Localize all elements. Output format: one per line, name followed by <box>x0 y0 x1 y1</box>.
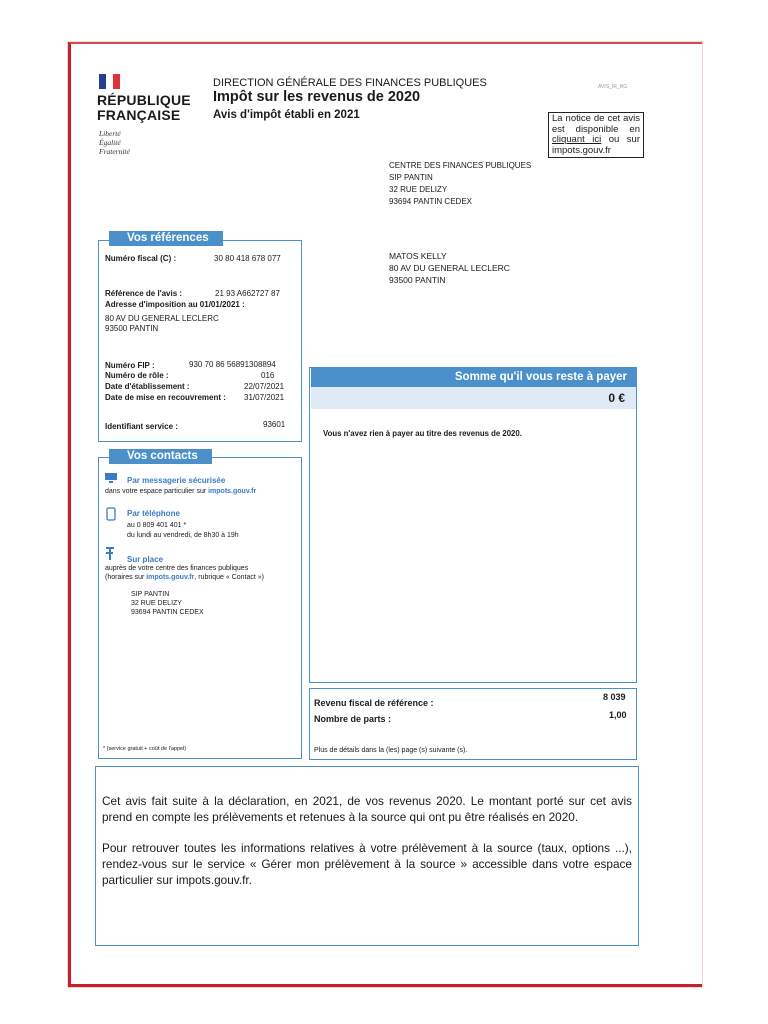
telephone-number: au 0 809 401 401 * <box>127 522 187 529</box>
telephone-title: Par téléphone <box>127 509 180 518</box>
adresse-imposition-label: Adresse d'imposition au 01/01/2021 : <box>105 300 245 309</box>
notice-link[interactable]: cliquant ici <box>552 134 602 145</box>
adresse-line: 93500 PANTIN <box>105 324 159 333</box>
reference-avis-label: Référence de l'avis : <box>105 289 183 298</box>
center-address-line: CENTRE DES FINANCES PUBLIQUES <box>389 161 532 170</box>
devise-egalite: Égalité <box>99 138 121 147</box>
adresse-line: 80 AV DU GENERAL LECLERC <box>105 314 219 323</box>
recouvrement-value: 31/07/2021 <box>244 393 285 402</box>
recipient-address <box>389 250 510 286</box>
devise <box>99 129 130 156</box>
messagerie-text <box>105 487 256 496</box>
recipient-address-line: 80 AV DU GENERAL LECLERC <box>389 263 510 273</box>
place-text-part: (horaires sur <box>105 574 147 581</box>
place-address <box>131 590 204 617</box>
payment-box <box>309 367 637 683</box>
role-label: Numéro de rôle : <box>105 371 169 380</box>
payment-title: Somme qu'il vous reste à payer <box>454 371 627 383</box>
place-text <box>105 564 297 582</box>
impots-gouv-link[interactable]: impots.gouv.fr <box>208 488 257 495</box>
details-note: Plus de détails dans la (les) page (s) suivante (s). <box>314 747 468 754</box>
numero-fiscal-label: Numéro fiscal (C) : <box>105 254 177 263</box>
document-code: AVIS_IR_RG <box>598 84 628 90</box>
payment-message: Vous n'avez rien à payer au titre des revenus de 2020. <box>323 429 522 438</box>
service-label: Identifiant service : <box>105 422 178 431</box>
parts-label: Nombre de parts : <box>314 714 392 724</box>
direction-name: DIRECTION GÉNÉRALE DES FINANCES PUBLIQUES <box>213 77 487 89</box>
document-subtitle: Avis d'impôt établi en 2021 <box>213 109 360 121</box>
center-address <box>389 160 531 208</box>
tax-notice-page <box>68 42 702 987</box>
republique-francaise-logo: RÉPUBLIQUE FRANÇAISE <box>97 92 191 123</box>
impots-gouv-link[interactable]: impots.gouv.fr <box>146 574 195 581</box>
info-paragraph-1: Cet avis fait suite à la déclaration, en 2021, de vos revenus 2020. Le montant porté sur cet avis prend en compte les prélèvements et retenues à la source qui ont pu être réalisés en 2020. <box>102 794 632 824</box>
info-paragraph-2: Pour retrouver toutes les informations relatives à votre prélèvement à la source (taux, options ...), rendez-vous sur le service « Gérer mon prélèvement à la source » accessible dans votre espace particulier sur impots.gouv.fr. <box>102 841 632 887</box>
center-address-line: SIP PANTIN <box>389 173 433 182</box>
computer-icon <box>104 472 116 484</box>
reference-avis-value: 21 93 A662727 87 <box>215 289 280 298</box>
references-title: Vos références <box>109 231 223 246</box>
document-title: Impôt sur les revenus de 2020 <box>213 89 421 105</box>
rfr-value: 8 039 <box>603 692 626 702</box>
center-address-line: 32 RUE DELIZY <box>389 185 448 194</box>
recipient-address-line: 93500 PANTIN <box>389 275 446 285</box>
notice-text: La notice de cet avis est disponible en <box>552 113 640 135</box>
rfr-label: Revenu fiscal de référence : <box>314 698 434 708</box>
french-flag-logo <box>99 74 121 89</box>
recouvrement-label: Date de mise en recouvrement : <box>105 393 226 402</box>
place-title: Sur place <box>127 555 164 564</box>
place-text-line: auprès de votre centre des finances publiques <box>105 565 249 572</box>
place-address-line: 32 RUE DELIZY <box>131 600 182 607</box>
payment-amount: 0 € <box>608 391 625 405</box>
telephone-hours: du lundi au vendredi, de 8h30 à 19h <box>127 532 239 539</box>
place-text-part: , rubrique « Contact ») <box>194 574 264 581</box>
contacts-footnote: * (service gratuit + coût de l'appel) <box>103 746 187 752</box>
etablissement-value: 22/07/2021 <box>244 382 285 391</box>
recipient-name: MATOS KELLY <box>389 251 447 261</box>
role-value: 016 <box>261 371 275 380</box>
numero-fiscal-value: 30 80 418 678 077 <box>214 254 281 263</box>
etablissement-label: Date d'établissement : <box>105 382 190 391</box>
messagerie-title: Par messagerie sécurisée <box>127 476 226 485</box>
notice-text-end: ou sur impots.gouv.fr <box>552 134 641 156</box>
fip-label: Numéro FIP : <box>105 361 155 370</box>
building-icon <box>104 547 116 559</box>
adresse-imposition <box>105 314 219 334</box>
place-address-line: 93694 PANTIN CEDEX <box>131 609 204 616</box>
center-address-line: 93694 PANTIN CEDEX <box>389 197 472 206</box>
references-box <box>98 240 302 442</box>
messagerie-desc: dans votre espace particulier sur <box>105 488 209 495</box>
place-text-line <box>105 573 297 582</box>
service-value: 93601 <box>263 420 286 429</box>
fip-value: 930 70 86 56891308894 <box>189 360 276 369</box>
devise-fraternite: Fraternité <box>99 147 130 156</box>
place-address-line: SIP PANTIN <box>131 591 170 598</box>
notice-box <box>548 112 644 158</box>
devise-liberte: Liberté <box>99 129 121 138</box>
contacts-title: Vos contacts <box>109 449 212 464</box>
parts-value: 1,00 <box>609 710 627 720</box>
phone-icon <box>106 507 118 519</box>
